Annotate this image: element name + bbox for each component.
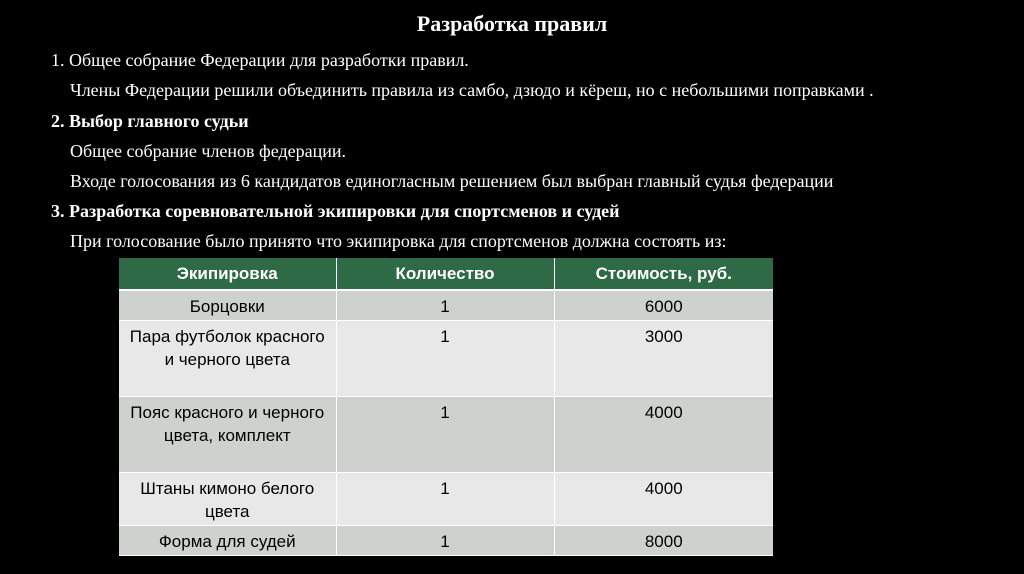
table-row — [119, 290, 773, 321]
table-header-row — [119, 258, 773, 290]
point-1-heading: 1. Общее собрание Федерации для разработки правил. — [51, 50, 469, 70]
equipment-table — [119, 258, 773, 556]
table-row — [119, 397, 773, 473]
point-3-heading: 3. Разработка соревновательной экипировки для спортсменов и судей — [51, 201, 620, 221]
cell-cost: 4000 — [554, 473, 773, 526]
point-2-text-2: Входе голосования из 6 кандидатов единогласным решением был выбран главный судья федерации — [70, 171, 834, 191]
cell-cost: 3000 — [554, 321, 773, 397]
cell-equipment: Пояс красного и черного цвета, комплект — [119, 397, 336, 473]
cell-cost: 4000 — [554, 397, 773, 473]
cell-quantity: 1 — [336, 290, 554, 321]
header-equipment: Экипировка — [119, 258, 336, 290]
cell-equipment: Пара футболок красного и черного цвета — [119, 321, 336, 397]
cell-equipment: Штаны кимоно белого цвета — [119, 473, 336, 526]
cell-equipment: Форма для судей — [119, 526, 336, 556]
point-2-text-1: Общее собрание членов федерации. — [70, 141, 346, 161]
cell-quantity: 1 — [336, 473, 554, 526]
cell-quantity: 1 — [336, 397, 554, 473]
point-2-heading: 2. Выбор главного судьи — [51, 111, 249, 131]
cell-cost: 8000 — [554, 526, 773, 556]
header-cost: Стоимость, руб. — [554, 258, 773, 290]
table-row — [119, 321, 773, 397]
cell-equipment: Борцовки — [119, 290, 336, 321]
point-3-text: При голосование было принято что экипировка для спортсменов должна состоять из: — [70, 231, 727, 251]
header-quantity: Количество — [336, 258, 554, 290]
cell-quantity: 1 — [336, 526, 554, 556]
table-row — [119, 526, 773, 556]
table-row — [119, 473, 773, 526]
point-1-text: Члены Федерации решили объединить правила из самбо, дзюдо и кёреш, но с небольшими поправками . — [70, 80, 874, 100]
cell-quantity: 1 — [336, 321, 554, 397]
cell-cost: 6000 — [554, 290, 773, 321]
slide-title: Разработка правил — [416, 11, 608, 36]
